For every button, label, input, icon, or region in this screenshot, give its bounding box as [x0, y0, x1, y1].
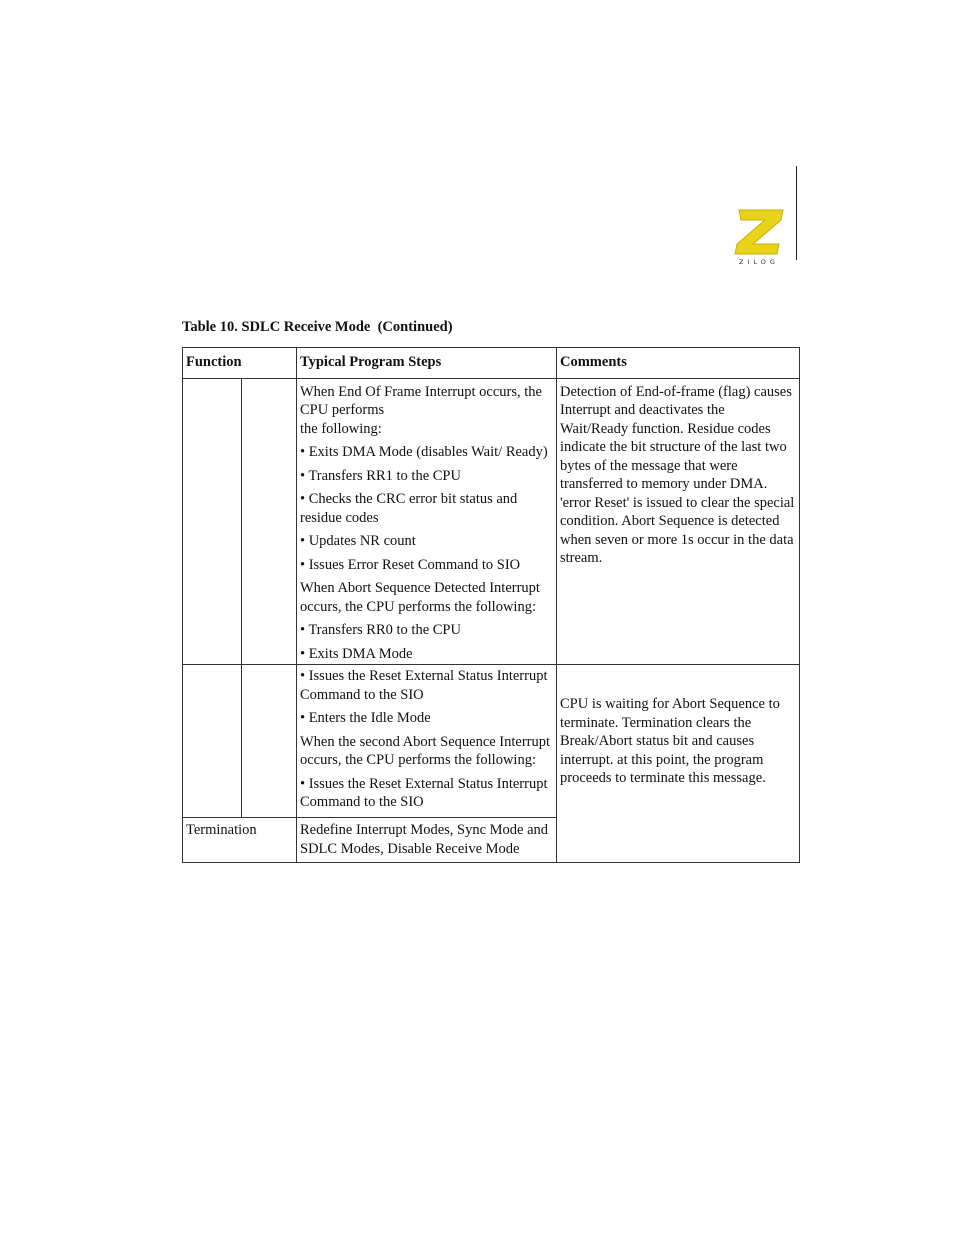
comment-text: CPU is waiting for Abort Sequence to terminate. Termination clears the Break/Abort status bit and causes interrupt. at this point, the program proceeds to terminate this message.: [560, 696, 780, 786]
function-cell: Termination: [183, 818, 297, 862]
step-bullet: • Transfers RR1 to the CPU: [300, 467, 461, 484]
step-text: the following:: [300, 420, 382, 437]
steps-cell: [297, 818, 557, 862]
step-bullet: • Enters the Idle Mode: [300, 710, 431, 726]
step-text: Redefine Interrupt Modes, Sync Mode and SDLC Modes, Disable Receive Mode: [300, 822, 549, 857]
table-caption: Table 10. SDLC Receive Mode (Continued): [182, 319, 453, 335]
zilog-logo: [731, 204, 787, 266]
step-text: When End Of Frame Interrupt occurs, the CPU performs: [300, 383, 542, 418]
step-bullet: • Issues Error Reset Command to SIO: [300, 556, 521, 573]
step-bullet: • Exits DMA Mode (disables Wait/ Ready): [300, 444, 548, 460]
step-bullet: • Issues the Reset External Status Interrupt Command to the SIO: [300, 668, 548, 703]
step-bullet: • Transfers RR0 to the CPU: [300, 622, 461, 638]
header-steps: Typical Program Steps: [297, 348, 557, 379]
step-bullet: • Checks the CRC error bit status and residue codes: [300, 491, 518, 526]
header-comments: Comments: [557, 348, 800, 379]
function-cell: [183, 378, 242, 665]
comment-cell: [557, 665, 800, 863]
header-function: Function: [183, 348, 297, 379]
sub-function-cell: [242, 665, 297, 818]
table-row: [183, 378, 800, 665]
sdlc-receive-mode-table: [182, 347, 800, 863]
step-text: When the second Abort Sequence Interrupt occurs, the CPU performs the following:: [300, 733, 551, 768]
table-header-row: [183, 348, 800, 379]
step-text: When Abort Sequence Detected Interrupt occurs, the CPU performs the following:: [300, 580, 540, 615]
svg-text:ZILOG: ZILOG: [739, 258, 779, 266]
step-bullet: • Updates NR count: [300, 533, 416, 549]
sub-function-cell: [242, 378, 297, 665]
header-rule: [796, 166, 797, 260]
steps-cell: [297, 378, 557, 665]
steps-cell: [297, 665, 557, 818]
table-row: [183, 665, 800, 818]
comment-cell: Detection of End-of-frame (flag) causes Interrupt and deactivates the Wait/Ready function. Residue codes indicate the bit structure of the last two bytes of the message that were transferred to memory under DMA. 'error Reset' is issued to clear the special condition. Abort Sequence is detected when seven or more 1s occur in the data stream.: [557, 378, 800, 665]
step-bullet: • Issues the Reset External Status Interrupt Command to the SIO: [300, 775, 548, 810]
step-bullet: • Exits DMA Mode: [300, 645, 413, 662]
function-cell: [183, 665, 242, 818]
